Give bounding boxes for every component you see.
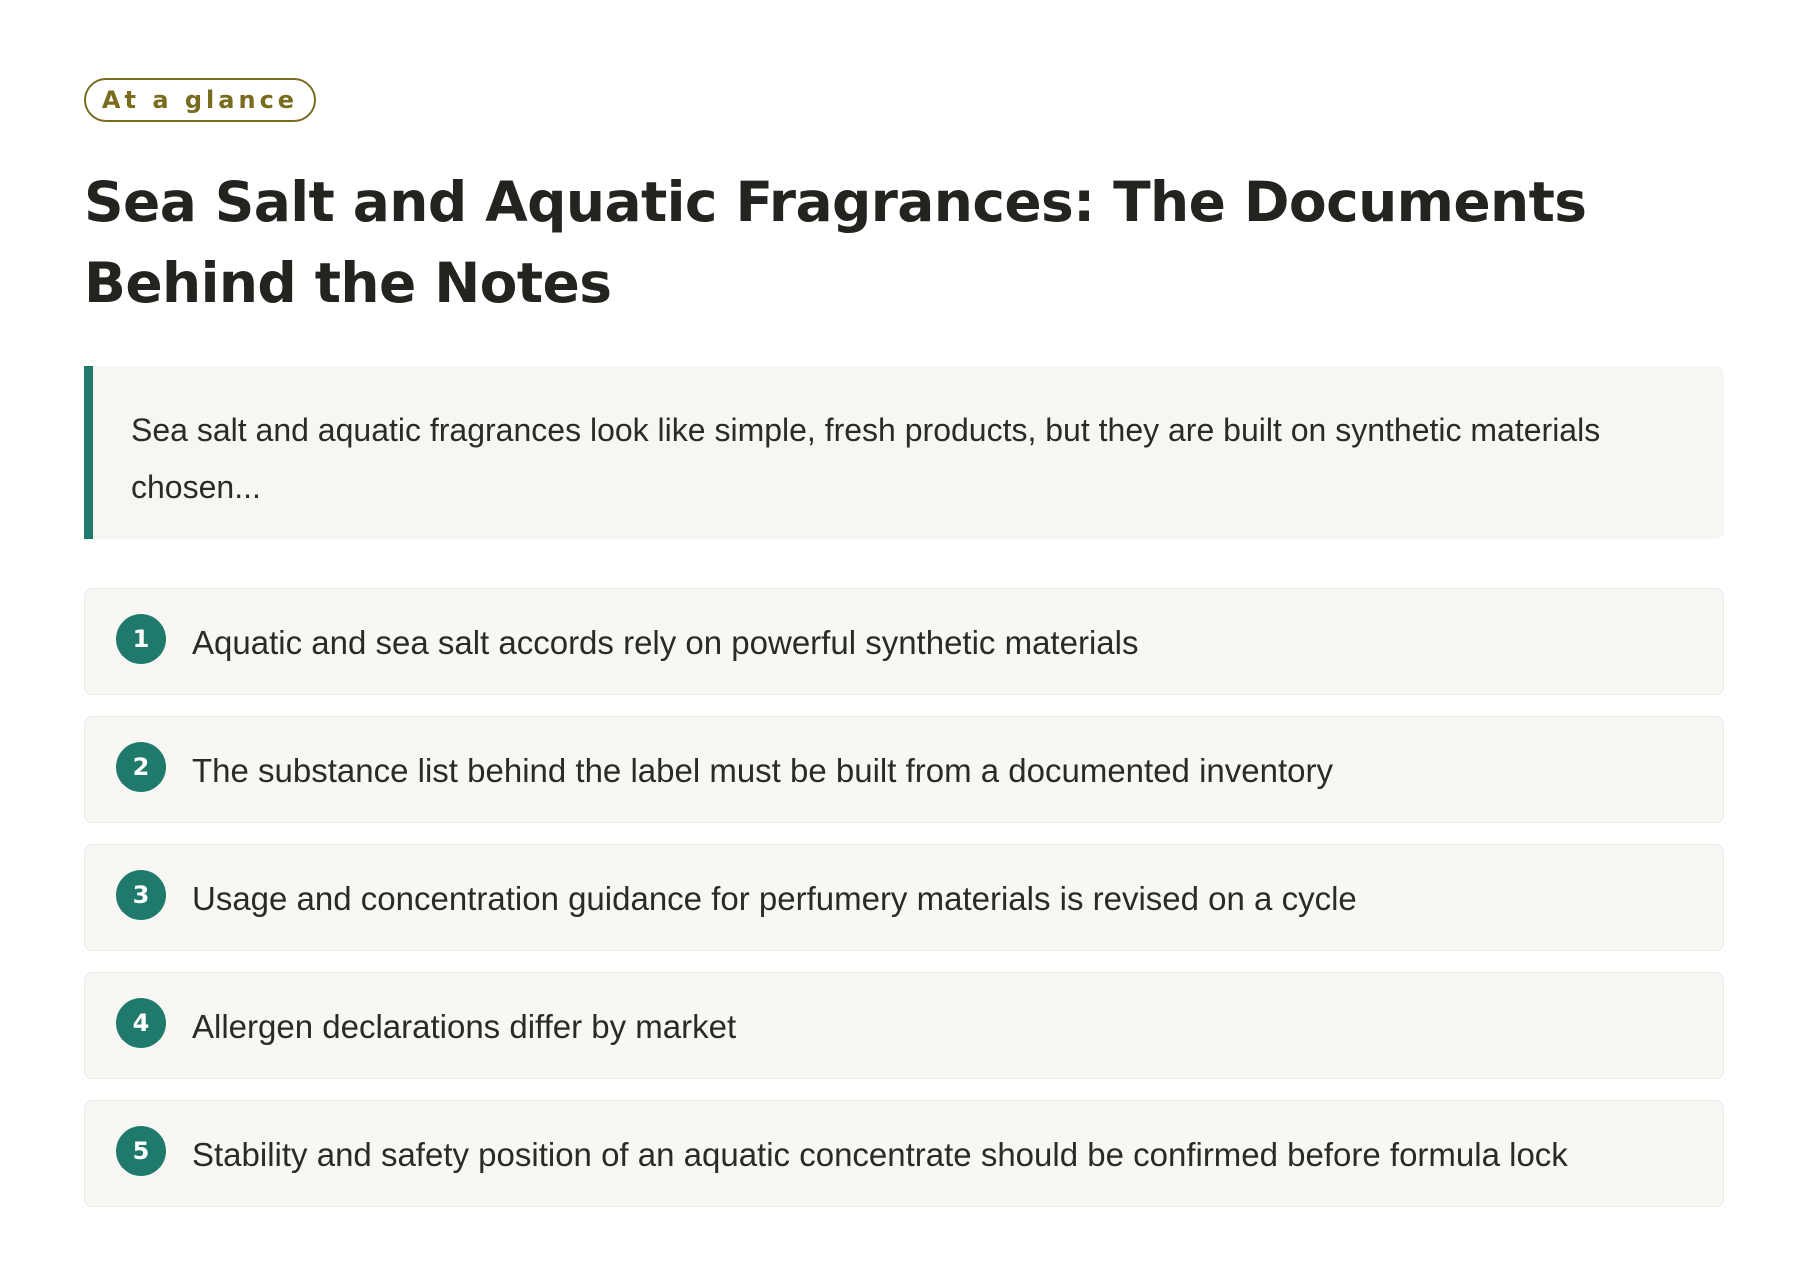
item-text: Stability and safety position of an aquatic concentrate should be confirmed before formula lock <box>192 1135 1568 1173</box>
item-number-badge: 4 <box>116 998 166 1048</box>
list-item <box>84 588 1724 695</box>
item-text: The substance list behind the label must be built from a documented inventory <box>192 751 1333 789</box>
list-item <box>84 1100 1724 1207</box>
section-badge: At a glance <box>84 78 316 122</box>
item-number-badge: 1 <box>116 614 166 664</box>
item-text: Aquatic and sea salt accords rely on powerful synthetic materials <box>192 623 1139 661</box>
page-title: Sea Salt and Aquatic Fragrances: The Documents Behind the Notes <box>84 170 1587 315</box>
key-points-list <box>84 588 1724 1228</box>
item-text: Usage and concentration guidance for perfumery materials is revised on a cycle <box>192 879 1357 917</box>
list-item <box>84 972 1724 1079</box>
item-number-badge: 5 <box>116 1126 166 1176</box>
item-text: Allergen declarations differ by market <box>192 1007 737 1045</box>
item-number-badge: 3 <box>116 870 166 920</box>
list-item <box>84 844 1724 951</box>
summary-callout <box>84 366 1724 539</box>
item-number-badge: 2 <box>116 742 166 792</box>
list-item <box>84 716 1724 823</box>
summary-text: Sea salt and aquatic fragrances look like simple, fresh products, but they are built on synthetic materials chosen... <box>131 412 1601 505</box>
